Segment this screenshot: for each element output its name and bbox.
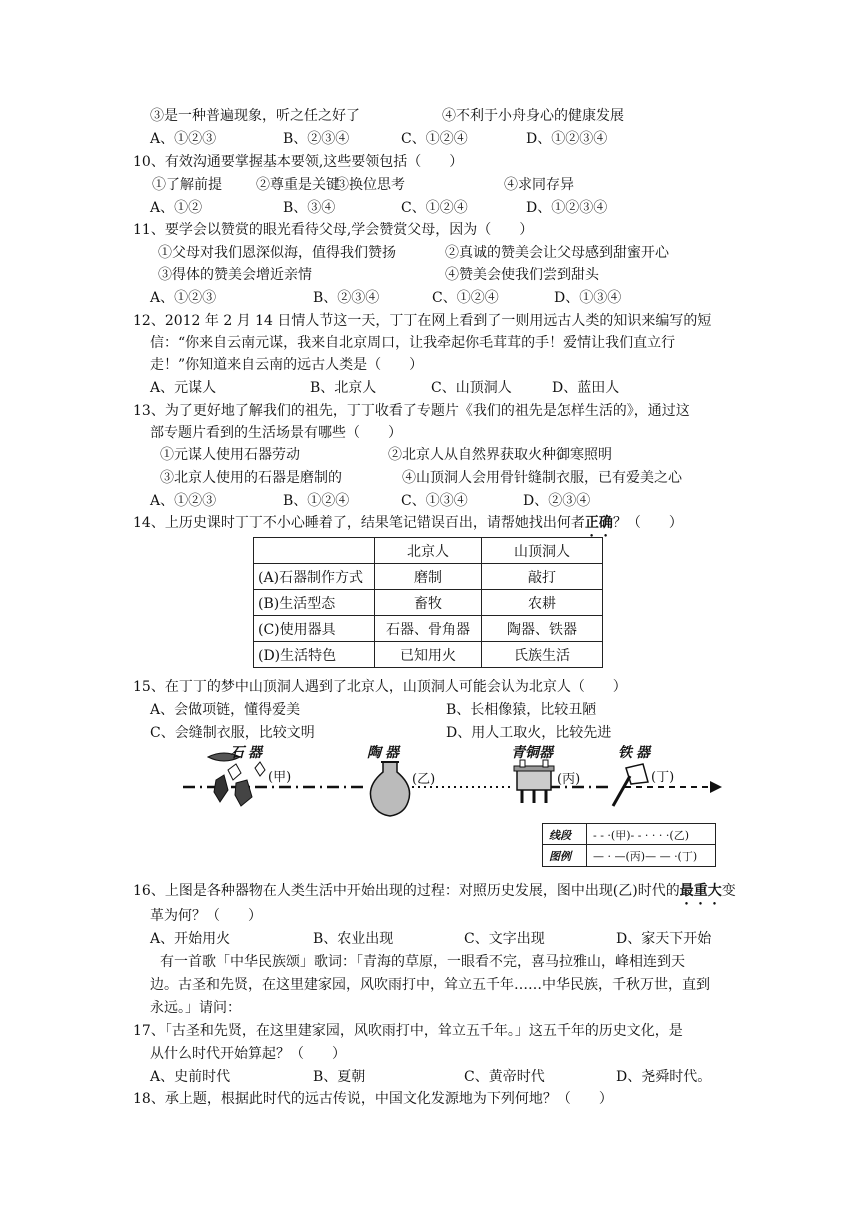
- q14-stem-emphasis: 正确: [584, 515, 613, 531]
- timeline-mark-jia: (甲): [268, 770, 292, 785]
- q13-stem-line1: 13、为了更好地了解我们的祖先，丁丁收看了专题片《我们的祖先是怎样生活的》，通过这: [133, 403, 690, 419]
- timeline-mark-bing: (丙): [557, 772, 581, 787]
- q17-stem-line2: 从什么时代开始算起？（ ）: [150, 1046, 346, 1062]
- q10-option-a[interactable]: A、①②: [150, 200, 203, 216]
- q13-item-4: ④山顶洞人会用骨针缝制衣服，已有爱美之心: [402, 470, 682, 486]
- timeline-label-pottery: 陶器: [367, 745, 403, 761]
- q17-option-c[interactable]: C、黄帝时代: [464, 1069, 545, 1085]
- timeline-label-iron: 铁器: [618, 745, 654, 761]
- timeline-mark-yi: (乙): [412, 772, 436, 787]
- q11-item-3: ③得体的赞美会增近亲情: [158, 267, 312, 283]
- q10-stem: 10、有效沟通要掌握基本要领,这些要领包括（ ）: [133, 154, 464, 170]
- q12-stem-line3: 走！”你知道来自云南的远古人类是（ ）: [150, 357, 424, 373]
- q10-item-4: ④求同存异: [504, 177, 574, 193]
- q13-option-a[interactable]: A、①②③: [150, 493, 217, 509]
- q12-option-a[interactable]: A、元谋人: [150, 380, 217, 396]
- table-cell: 磨制: [375, 564, 482, 590]
- q12-option-d[interactable]: D、蓝田人: [552, 380, 620, 396]
- q17-option-b[interactable]: B、夏朝: [313, 1069, 366, 1085]
- table-header-cell: 北京人: [375, 538, 482, 564]
- q13-item-1: ①元谋人使用石器劳动: [160, 447, 300, 463]
- legend-row-2: — · —(丙)— — ·(丁): [593, 850, 698, 863]
- q14-stem-text: 14、上历史课时丁丁不小心睡着了，结果笔记错误百出，请帮她找出何者: [133, 515, 585, 531]
- table-cell: (D)生活特色: [254, 642, 375, 668]
- q16-option-b[interactable]: B、农业出现: [313, 931, 394, 947]
- q15-option-d[interactable]: D、用人工取火，比较先进: [446, 725, 612, 741]
- q11-stem: 11、要学会以赞赏的眼光看待父母,学会赞赏父母，因为（ ）: [133, 222, 534, 238]
- bronze-vessel-icon: [514, 760, 554, 803]
- q10-option-c[interactable]: C、①②④: [401, 200, 468, 216]
- iron-tool-icon: [613, 764, 648, 806]
- q13-item-2: ②北京人从自然界获取火种御寒照明: [388, 447, 612, 463]
- q11-item-2: ②真诚的赞美会让父母感到甜蜜开心: [445, 245, 669, 261]
- q12-stem-line2: 信：“你来自云南元谋，我来自北京周口，让我牵起你毛茸茸的手！爱情让我们直立行: [150, 335, 676, 351]
- q11-item-4: ④赞美会使我们尝到甜头: [445, 267, 599, 283]
- q11-item-1: ①父母对我们恩深似海，值得我们赞扬: [158, 245, 396, 261]
- passage-line2: 边。古圣和先贤，在这里建家园，风吹雨打中，耸立五千年……中华民族，千秋万世，直到: [150, 977, 710, 993]
- table-cell: 敲打: [482, 564, 603, 590]
- q17-stem-line1: 17、「古圣和先贤，在这里建家园，风吹雨打中，耸立五千年。」这五千年的历史文化，是: [133, 1023, 683, 1039]
- table-header-cell: 山顶洞人: [482, 538, 603, 564]
- q15-option-b[interactable]: B、长相像猿，比较丑陋: [446, 702, 597, 718]
- legend-title-2: 图例: [549, 850, 571, 863]
- q16-stem-line1: [133, 881, 736, 908]
- table-cell: 陶器、铁器: [482, 616, 603, 642]
- q16-option-c[interactable]: C、文字出现: [464, 931, 545, 947]
- q11-option-a[interactable]: A、①②③: [150, 290, 217, 306]
- table-cell: 已知用火: [375, 642, 482, 668]
- q9-option-d[interactable]: D、①②③④: [526, 131, 608, 147]
- table-cell: 农耕: [482, 590, 603, 616]
- table-cell: (B)生活型态: [254, 590, 375, 616]
- q15-option-a[interactable]: A、会做项链，懂得爱美: [150, 702, 301, 718]
- q18-stem: 18、承上题，根据此时代的远古传说，中国文化发源地为下列何地？（ ）: [133, 1091, 613, 1107]
- legend-divider: [543, 844, 715, 845]
- q9-item-4: ④不利于小舟身心的健康发展: [442, 108, 624, 124]
- table-cell: 石器、骨角器: [375, 616, 482, 642]
- table-cell: 氏族生活: [482, 642, 603, 668]
- q9-option-a[interactable]: A、①②③: [150, 131, 217, 147]
- table-cell: (C)使用器具: [254, 616, 375, 642]
- q17-option-a[interactable]: A、史前时代: [150, 1069, 231, 1085]
- q16-stem-line2: 革为何？（ ）: [150, 908, 262, 924]
- q10-item-1: ①了解前提: [152, 177, 222, 193]
- legend-title-1: 线段: [549, 829, 571, 842]
- q17-option-d[interactable]: D、尧舜时代。: [616, 1069, 712, 1085]
- q10-option-d[interactable]: D、①②③④: [526, 200, 608, 216]
- q16-stem-text: 16、上图是各种器物在人类生活中开始出现的过程：对照历史发展，图中出现(乙)时代的: [133, 883, 680, 899]
- table-cell: (A)石器制作方式: [254, 564, 375, 590]
- q11-option-c[interactable]: C、①②④: [432, 290, 499, 306]
- q13-item-3: ③北京人使用的石器是磨制的: [160, 470, 342, 486]
- q11-option-d[interactable]: D、①③④: [554, 290, 622, 306]
- q12-stem-line1: 12、2012 年 2 月 14 日情人节这一天，丁丁在网上看到了一则用远古人类的知识来编写的短: [133, 313, 712, 329]
- table-cell: 畜牧: [375, 590, 482, 616]
- q16-stem-tail: 变: [721, 883, 736, 899]
- q12-option-c[interactable]: C、山顶洞人: [431, 380, 512, 396]
- q16-stem-emphasis: 最重大: [679, 883, 722, 899]
- q16-option-d[interactable]: D、家天下开始: [616, 931, 712, 947]
- passage-line1: 有一首歌「中华民族颂」歌词：「青海的草原，一眼看不完，喜马拉雅山，峰相连到天: [160, 954, 685, 970]
- q10-option-b[interactable]: B、③④: [283, 200, 336, 216]
- legend-divider: [586, 824, 587, 866]
- timeline-arrowhead: [710, 781, 722, 793]
- timeline-legend: [542, 823, 716, 867]
- timeline-label-stone: 石器: [230, 745, 266, 761]
- q13-option-b[interactable]: B、①②④: [283, 493, 350, 509]
- q13-option-d[interactable]: D、②③④: [523, 493, 591, 509]
- q11-option-b[interactable]: B、②③④: [313, 290, 380, 306]
- q10-item-2: ②尊重是关键: [256, 177, 340, 193]
- q15-option-c[interactable]: C、会缝制衣服，比较文明: [150, 725, 315, 741]
- q16-option-a[interactable]: A、开始用火: [150, 931, 231, 947]
- legend-row-1: - - ·(甲)- - · · · ·(乙): [593, 829, 689, 842]
- q9-option-b[interactable]: B、②③④: [283, 131, 350, 147]
- q10-item-3: ③换位思考: [335, 177, 405, 193]
- q15-stem: 15、在丁丁的梦中山顶洞人遇到了北京人，山顶洞人可能会认为北京人（ ）: [133, 679, 627, 695]
- q9-item-3: ③是一种普遍现象，听之任之好了: [150, 108, 360, 124]
- q12-option-b[interactable]: B、北京人: [310, 380, 377, 396]
- timeline-mark-ding: (丁): [651, 770, 675, 785]
- timeline-label-bronze: 青铜器: [511, 745, 553, 761]
- q13-stem-line2: 部专题片看到的生活场景有哪些（ ）: [150, 425, 402, 441]
- q14-stem-tail: ？（ ）: [612, 515, 683, 531]
- q9-option-c[interactable]: C、①②④: [401, 131, 468, 147]
- q13-option-c[interactable]: C、①③④: [401, 493, 468, 509]
- passage-line3: 永远。」请问：: [150, 1000, 241, 1016]
- pottery-jar-icon: [370, 762, 409, 816]
